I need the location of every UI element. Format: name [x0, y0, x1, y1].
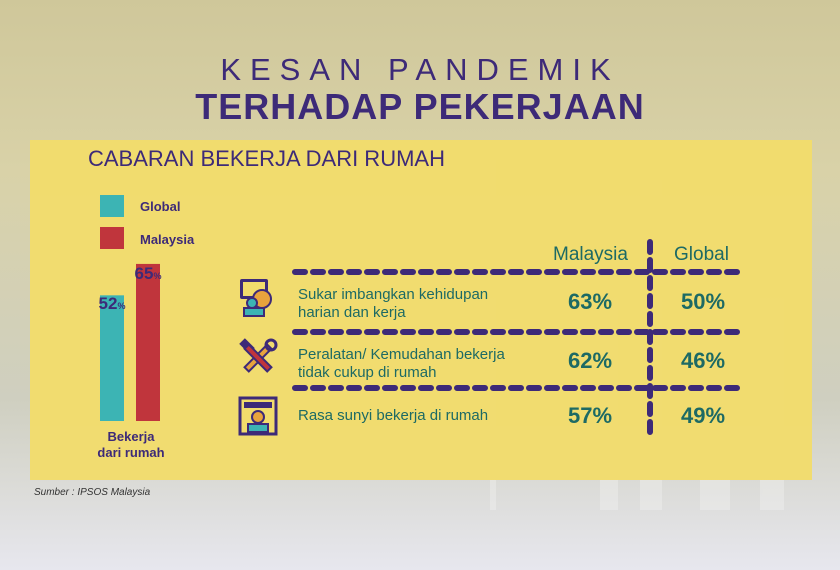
- lonely-worker-icon: [238, 396, 278, 436]
- table-cell-malaysia: 57%: [567, 403, 613, 428]
- table-row-label: Sukar imbangkan kehidupan harian dan kerja: [298, 286, 489, 321]
- column-header-malaysia: Malaysia: [553, 244, 628, 265]
- bar-value-global: 52%: [98, 294, 126, 313]
- balance-icon: [238, 277, 278, 317]
- table-cell-global: 46%: [680, 348, 726, 373]
- tools-icon: [238, 338, 278, 378]
- source-note: Sumber : IPSOS Malaysia: [34, 487, 151, 498]
- table-row-label: Rasa sunyi bekerja di rumah: [298, 407, 489, 424]
- table-row-label: Peralatan/ Kemudahan bekerja tidak cukup di rumah: [298, 346, 505, 381]
- chart-subtitle: CABARAN BEKERJA DARI RUMAH: [88, 146, 445, 171]
- table-cell-global: 49%: [680, 403, 726, 428]
- table-cell-malaysia: 63%: [567, 289, 613, 314]
- table-cell-global: 50%: [680, 289, 726, 314]
- bar-value-malaysia: 65%: [134, 264, 162, 283]
- bar-category-label: Bekerja dari rumah: [97, 429, 165, 460]
- table-cell-malaysia: 62%: [567, 348, 613, 373]
- column-header-global: Global: [674, 244, 729, 265]
- page-title-line1: KESAN PANDEMIK: [220, 52, 620, 87]
- legend-label-global: Global: [140, 199, 181, 214]
- page-title-line2: TERHADAP PEKERJAAN: [195, 86, 645, 127]
- legend-label-malaysia: Malaysia: [140, 232, 195, 247]
